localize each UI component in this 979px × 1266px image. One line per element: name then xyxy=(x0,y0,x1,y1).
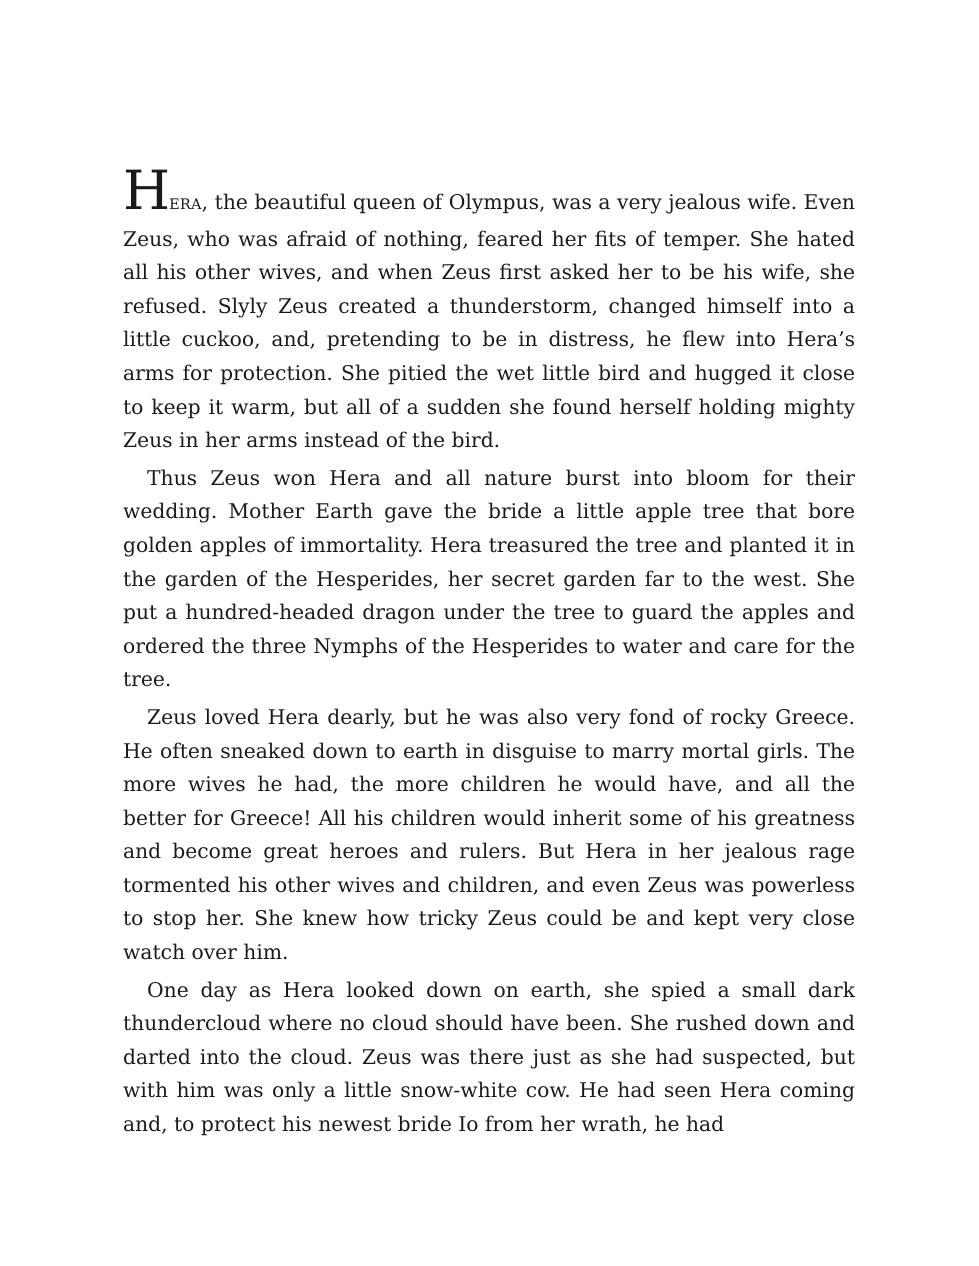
paragraph-1-text: , the beautiful queen of Olympus, was a very jealous wife. Even Zeus, who was afraid of nothing, feared her fits of temper. She hated all his other wives, and when Zeus first asked her to be his wife, she refused. Slyly Zeus created a thunderstorm, changed himself into a little cuckoo, and, pretending to be in distress, he flew into Hera’s arms for protection. She pitied the wet little bird and hugged it close to keep it warm, but all of a sudden she found herself holding mighty Zeus in her arms instead of the bird. xyxy=(123,190,855,453)
first-word-small-caps: ERA xyxy=(169,197,202,213)
paragraph-3: Zeus loved Hera dearly, but he was also very fond of rocky Greece. He often sneaked down to earth in disguise to marry mortal girls. The more wives he had, the more children he would have, and all the better for Greece! All his children would inherit some of his greatness and become great heroes and rulers. But Hera in her jealous rage tormented his other wives and children, and even Zeus was powerless to stop her. She knew how tricky Zeus could be and kept very close watch over him. xyxy=(123,704,855,965)
drop-cap: H xyxy=(123,159,170,222)
paragraph-2: Thus Zeus won Hera and all nature burst into bloom for their wedding. Mother Earth gave the bride a little apple tree that bore golden apples of immortality. Hera treasured the tree and planted it in the garden of the Hesperides, her secret garden far to the west. She put a hundred-headed dragon under the tree to guard the apples and ordered the three Nymphs of the Hesperides to water and care for the tree. xyxy=(123,465,855,692)
book-page xyxy=(123,159,855,1146)
paragraph-4: One day as Hera looked down on earth, she spied a small dark thundercloud where no cloud should have been. She rushed down and darted into the cloud. Zeus was there just as she had suspected, but with him was only a little snow-white cow. He had seen Hera coming and, to protect his newest bride Io from her wrath, he had xyxy=(123,977,855,1137)
paragraph-1 xyxy=(123,159,855,458)
